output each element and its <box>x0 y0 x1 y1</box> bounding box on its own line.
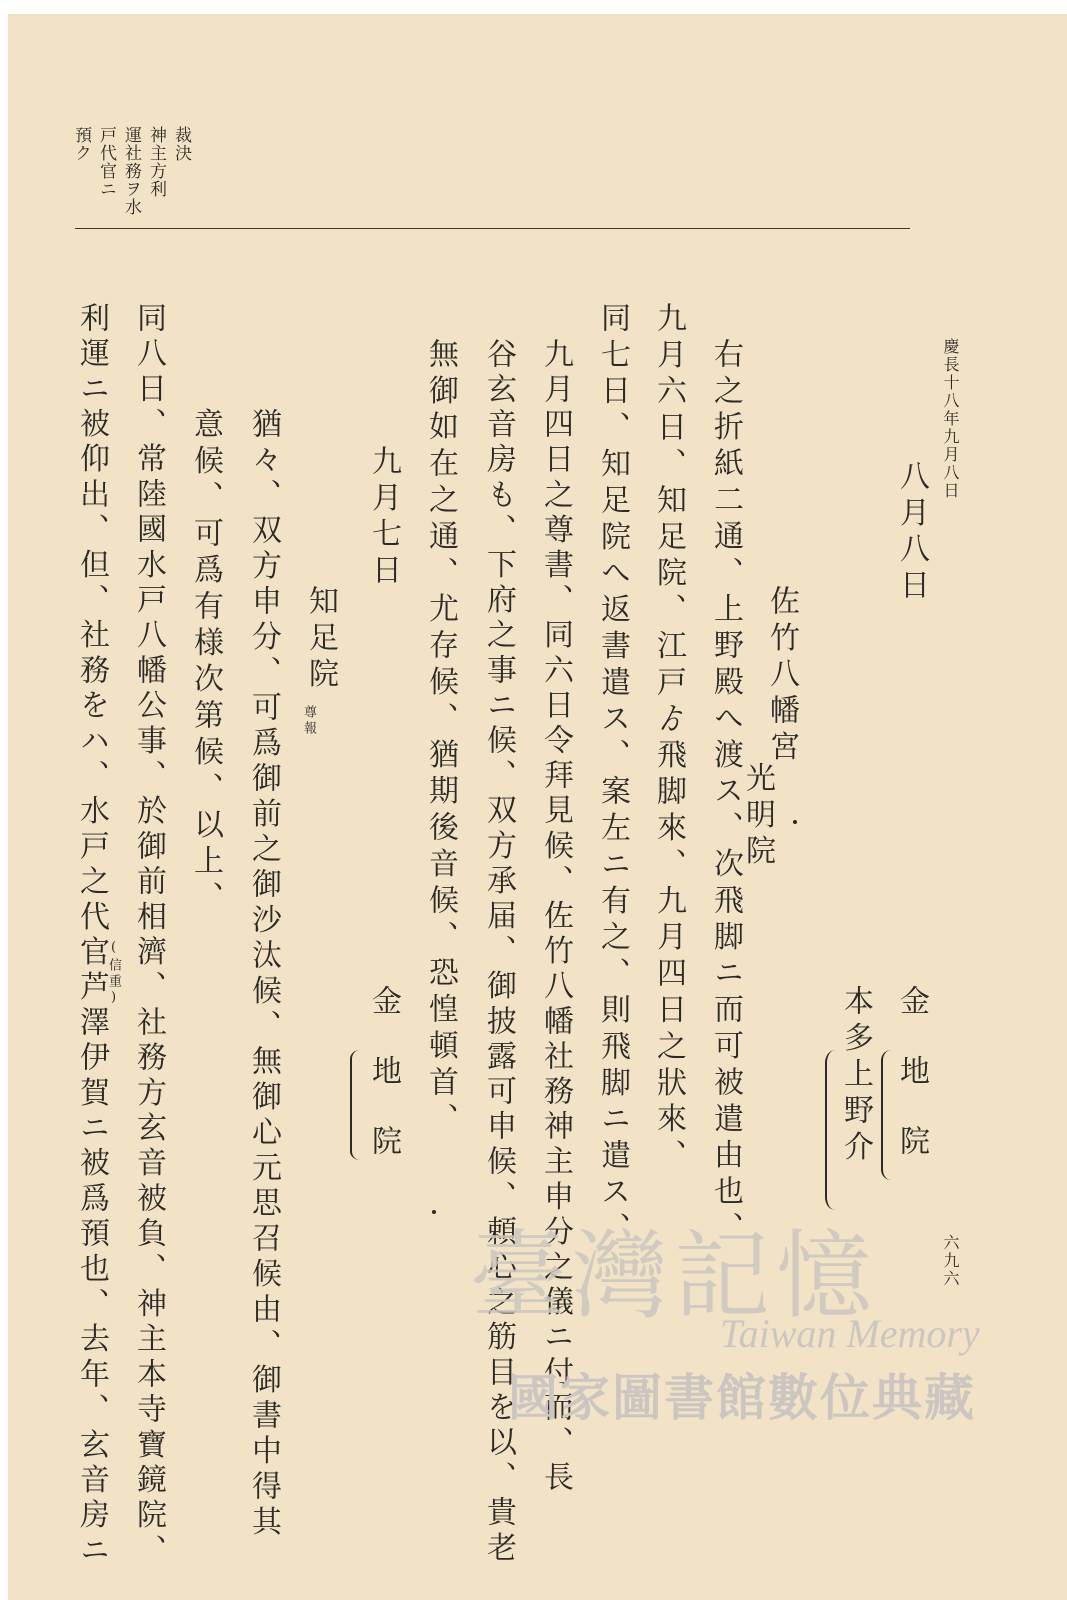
margin-note-line-5: 預ク <box>71 126 91 162</box>
text-col-09: 谷玄音房も、下府之事ニ候、双方承届、御披露可申候、頼心之筋目を以、貴老 <box>481 338 516 1567</box>
addressee-komyoin: 光明院 <box>740 762 775 872</box>
text-col-16: 利運ニ被仰出、但、社務をハ、水戸之代官芦澤伊賀ニ被爲預也、去年、玄音房ニ <box>74 302 109 1570</box>
header-rule <box>75 228 910 229</box>
entry-date-aug8: 八月八日 <box>894 460 929 606</box>
text-col-15: 同八日、常陸國水戸八幡公事、於御前相濟、社務方玄音被負、神主本寺寶鏡院、 <box>131 302 166 1570</box>
margin-note-line-3: 運社務ヲ水 <box>121 126 141 216</box>
margin-note-line-4: 戸代官ニ <box>96 126 116 198</box>
signatory-honda: 本多上野介 <box>838 985 873 1167</box>
brace-signatories <box>881 1050 901 1180</box>
margin-note-line-2: 神主方利 <box>146 126 166 198</box>
scan-border-top <box>0 0 1067 14</box>
text-col-06: 九月六日、知足院、江戸ゟ飛脚來、九月四日之狀來、 <box>651 302 686 1176</box>
ink-speck <box>793 820 797 824</box>
text-col-10: 無御如在之通、尤存候、猶期後音候、恐惶頓首、 <box>423 338 458 1139</box>
brace-sender <box>350 1050 370 1160</box>
letter-sender: 金地院 <box>366 985 401 1195</box>
page-number: 六九六 <box>941 1234 960 1288</box>
postscript-col-13: 猶々、双方申分、可爲御前之御沙汰候、無御心元思召候由、御書中得其 <box>246 408 281 1541</box>
letter-date-sep7: 九月七日 <box>366 445 401 591</box>
letter-addressee: 知足院 <box>303 585 338 695</box>
watermark-subtitle: 國家圖書館數位典藏 <box>508 1369 976 1427</box>
letter-honorific: 尊報 <box>301 705 316 737</box>
text-col-05: 右之折紙二通、上野殿へ渡ス、次飛脚ニ而可被遣由也、 <box>708 338 743 1248</box>
running-header-date: 慶長十八年九月八日 <box>941 338 960 500</box>
annotation-nobushige: (信重) <box>106 940 121 1008</box>
postscript-col-14: 意候、可爲有様次第候、以上、 <box>188 408 223 918</box>
margin-note-line-1: 裁決 <box>171 126 191 162</box>
text-col-08: 九月四日之尊書、同六日令拜見候、佐竹八幡社務神主申分之儀ニ付而、長 <box>538 338 573 1497</box>
text-col-07: 同七日、知足院へ返書遣ス、案左ニ有之、則飛脚ニ遣ス、 <box>595 302 630 1249</box>
signatory-konchiin: 金地院 <box>894 985 929 1195</box>
taiwan-memory-watermark <box>470 1200 990 1430</box>
ink-speck <box>432 1210 436 1214</box>
watermark-chinese: 臺灣記憶 <box>470 1220 878 1332</box>
addressee-satake-hachimangu: 佐竹八幡宮 <box>764 585 799 767</box>
brace-honda <box>825 1050 845 1210</box>
watermark-english: Taiwan Memory <box>720 1311 980 1356</box>
scan-border-left <box>0 0 8 1600</box>
